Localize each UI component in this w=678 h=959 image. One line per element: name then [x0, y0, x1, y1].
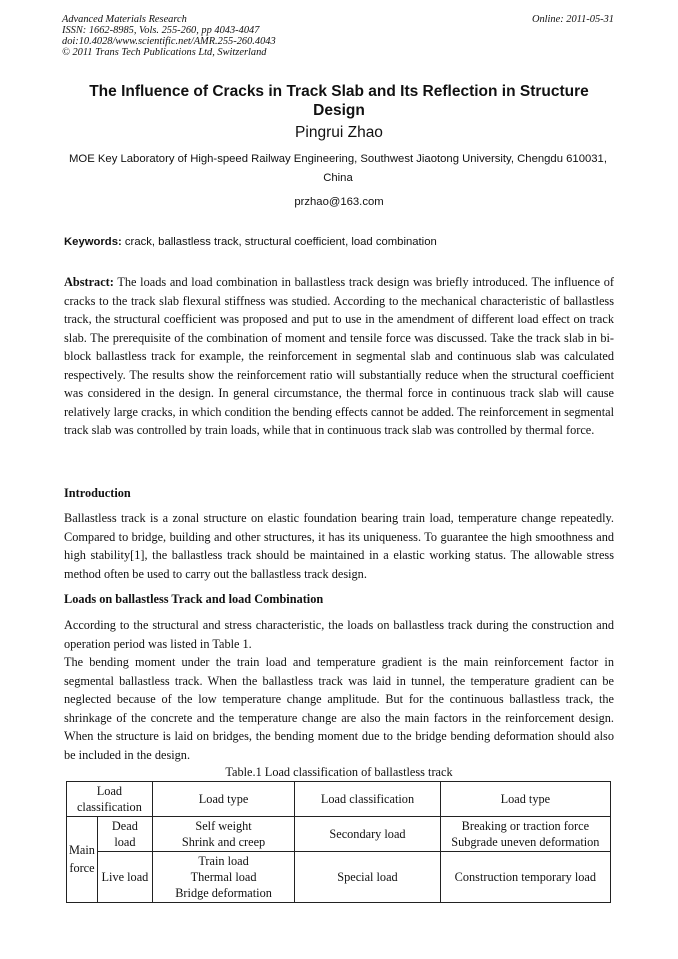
keywords-text: crack, ballastless track, structural coefficient, load combination: [121, 236, 437, 248]
abstract: [64, 273, 614, 440]
header-load-classification: Load classification: [67, 782, 153, 817]
introduction-body: [64, 509, 614, 583]
loads-paragraph-1: According to the structural and stress characteristic, the loads on ballastless track during the construction and operation period was listed in Table 1.: [64, 618, 614, 651]
table-row-live: [67, 852, 611, 903]
copyright-line: © 2011 Trans Tech Publications Ltd, Switzerland: [62, 47, 267, 58]
secondary-load-types: [440, 817, 610, 852]
load-classification-table: [66, 781, 611, 903]
keywords: [64, 235, 614, 249]
header-load-type: Load type: [152, 782, 294, 817]
table-row-dead: [67, 817, 611, 852]
secondary-load-label: Secondary load: [295, 817, 440, 852]
paper-title: The Influence of Cracks in Track Slab and Its Reflection in Structure Design: [89, 83, 589, 119]
loads-heading: Loads on ballastless Track and load Combination: [64, 592, 324, 606]
loads-body: [64, 616, 614, 764]
affiliation: MOE Key Laboratory of High-speed Railway Engineering, Southwest Jiaotong University, Chengdu 610031, China: [69, 153, 607, 184]
header-load-classification-2: Load classification: [295, 782, 440, 817]
issn-line: ISSN: 1662-8985, Vols. 255-260, pp 4043-4047: [62, 25, 260, 36]
dead-load-label: Dead load: [97, 817, 152, 852]
introduction-heading: Introduction: [64, 486, 131, 500]
abstract-text: The loads and load combination in ballastless track design was briefly introduced. The influence of cracks to the track slab flexural stiffness was studied. According to the mechanical characteristic of ballastless track, the structural coefficient was proposed and put to use in the amendment of different load effect on track slab. The prerequisite of the combination of moment and tensile force was discussed. Take the track slab in bi-block ballastless track for example, the reinforcement in segmental slab and continuous slab was calculated respectively. The results show the reinforcement ratio will substantially reduce when the structural coefficient was considered in the design. In general circumstance, the thermal force in continuous track slab will cause relatively large cracks, in which condition the bending effects cannot be added. The reinforcement in segmental track slab was controlled by train loads, while that in continuous track slab was controlled by thermal force.: [64, 275, 614, 437]
special-load-label: Special load: [295, 852, 440, 903]
load-type-item: Bridge deformation: [175, 886, 272, 900]
load-type-item: Train load: [198, 854, 249, 868]
author-email[interactable]: przhao@163.com: [294, 196, 384, 208]
live-load-label: Live load: [97, 852, 152, 903]
load-type-item: Subgrade uneven deformation: [451, 835, 600, 849]
load-type-item: Construction temporary load: [454, 870, 597, 884]
live-load-types: [152, 852, 294, 903]
abstract-label: Abstract:: [64, 275, 114, 289]
introduction-text: Ballastless track is a zonal structure on elastic foundation bearing train load, temperature change repeatedly. Compared to bridge, building and other structures, it has its uniqueness. To guarantee the high smoothness and high stability[1], the ballastless track should be maintained in a elastic working status. The allowable stress method often be used to carry out the ballastless track design.: [64, 511, 614, 581]
online-date: Online: 2011-05-31: [531, 14, 614, 25]
header-load-type-2: Load type: [440, 782, 610, 817]
main-force-cell: Main force: [67, 817, 98, 903]
special-load-types: [440, 852, 610, 903]
load-type-item: Thermal load: [190, 870, 257, 884]
doi-line: doi:10.4028/www.scientific.net/AMR.255-260.4043: [62, 36, 276, 47]
journal-name: Advanced Materials Research: [62, 14, 187, 25]
loads-paragraph-2: The bending moment under the train load and temperature gradient is the main reinforcement factor in segmental ballastless track. When the ballastless track was laid in tunnel, the temperature gradient can be neglected because of the low temperature change amplitude. But for the continuous ballastless track, the shrinkage of the concrete and the temperature change are also the main factors in the reinforcement design. When the structure is laid on bridges, the bending moment due to the bridge bending deformation should also be included in the design.: [64, 655, 614, 762]
load-type-item: Breaking or traction force: [461, 819, 590, 833]
table-caption: Table.1 Load classification of ballastless track: [225, 765, 453, 779]
dead-load-types: [152, 817, 294, 852]
journal-header: [62, 14, 614, 58]
load-type-item: Self weight: [195, 819, 252, 833]
author-name: Pingrui Zhao: [295, 124, 383, 141]
keywords-label: Keywords:: [64, 236, 122, 248]
load-type-item: Shrink and creep: [181, 835, 266, 849]
table-header-row: [67, 782, 611, 817]
